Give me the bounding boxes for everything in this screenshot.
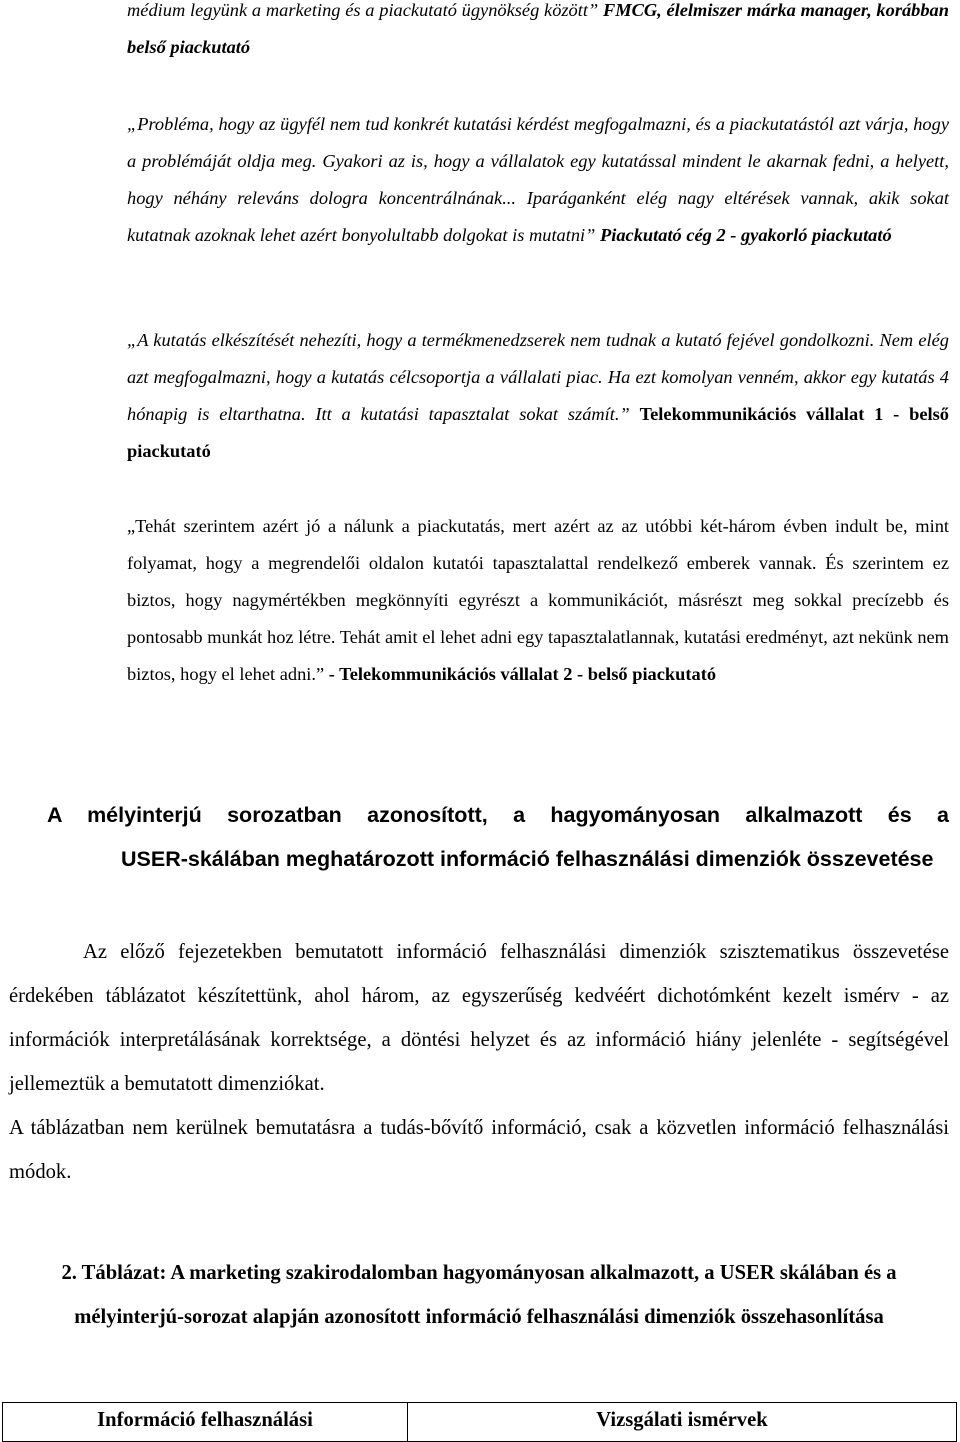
comparison-table [2,1402,957,1442]
quote-text: médium legyünk a marketing és a piackutató ügynökség között” [127,0,599,20]
body-paragraph-2: A táblázatban nem kerülnek bemutatásra a tudás-bővítő információ, csak a közvetlen információ felhasználási módok. [9,1117,949,1183]
body-paragraph-1: Az előző fejezetekben bemutatott információ felhasználási dimenziók szisztematikus összevetése érdekében táblázatot készítettünk, ahol három, az egyszerűség kedvéért dichotómként kezelt ismérv - az információk interpretálásának korrektsége, a döntési helyzet és az információ hiány jelenléte - segítségével jellemeztük a bemutatott dimenziókat. [9,941,949,1095]
section-heading [47,793,949,881]
section-heading-line1: A mélyinterjú sorozatban azonosított, a hagyományosan alkalmazott és a [47,803,949,827]
section-heading-line2: USER-skálában meghatározott információ felhasználási dimenziók összevetése [121,847,934,871]
quote-text: „Probléma, hogy az ügyfél nem tud konkrét kutatási kérdést megfogalmazni, és a piackutatástól azt várja, hogy a problémáját oldja meg. Gyakori az is, hogy a vállalatok egy kutatással mindent le akarnak fedni, a helyett, hogy néhány releváns dologra koncentrálnának... Iparáganként elég nagy eltérések vannak, akik sokat kutatnak azoknak lehet azért bonyolultabb dolgokat is mutatni” [127,114,949,245]
quote-text: „Tehát szerintem azért jó a nálunk a piackutatás, mert azért az az utóbbi két-három évben indult be, mint folyamat, hogy a megrendelői oldalon kutatói tapasztalattal rendelkező emberek vannak. És szerintem ez biztos, hogy nagymértékben megkönnyíti egyrészt a kommunikációt, másrészt meg sokkal precízebb és pontosabb munkát hoz létre. Tehát amit el lehet adni egy tapasztalatlannak, kutatási eredményt, azt nekünk nem biztos, hogy el lehet adni.” [127,516,949,684]
table-caption: 2. Táblázat: A marketing szakirodalomban hagyományosan alkalmazott, a USER skálában és a mélyinterjú-sorozat alapján azonosított információ felhasználási dimenziók összehasonlítása [61,1262,897,1328]
interview-quote-1 [127,0,949,66]
quote-source: Telekommunikációs vállalat 1 - belső piackutató [127,404,949,461]
quote-source: FMCG, élelmiszer márka manager, korábban belső piackutató [127,0,949,57]
table-header-cell: Vizsgálati ismérvek [596,1409,768,1431]
quote-source: - Telekommunikációs vállalat 2 - belső piackutató [328,664,717,684]
interview-quote-4 [127,508,949,693]
quote-source: Piackutató cég 2 - gyakorló piackutató [600,225,892,245]
interview-quote-3 [127,322,949,470]
interview-quote-2 [127,106,949,254]
quote-text: „A kutatás elkészítését nehezíti, hogy a termékmenedzserek nem tudnak a kutató fejével gondolkozni. Nem elég azt megfogalmazni, hogy a kutatás célcsoportja a vállalati piac. Ha ezt komolyan venném, akkor egy kutatás 4 hónapig is eltarthatna. Itt a kutatási tapasztalat sokat számít.” [127,330,949,424]
table-header-cell: Információ felhasználási [3,1403,408,1441]
